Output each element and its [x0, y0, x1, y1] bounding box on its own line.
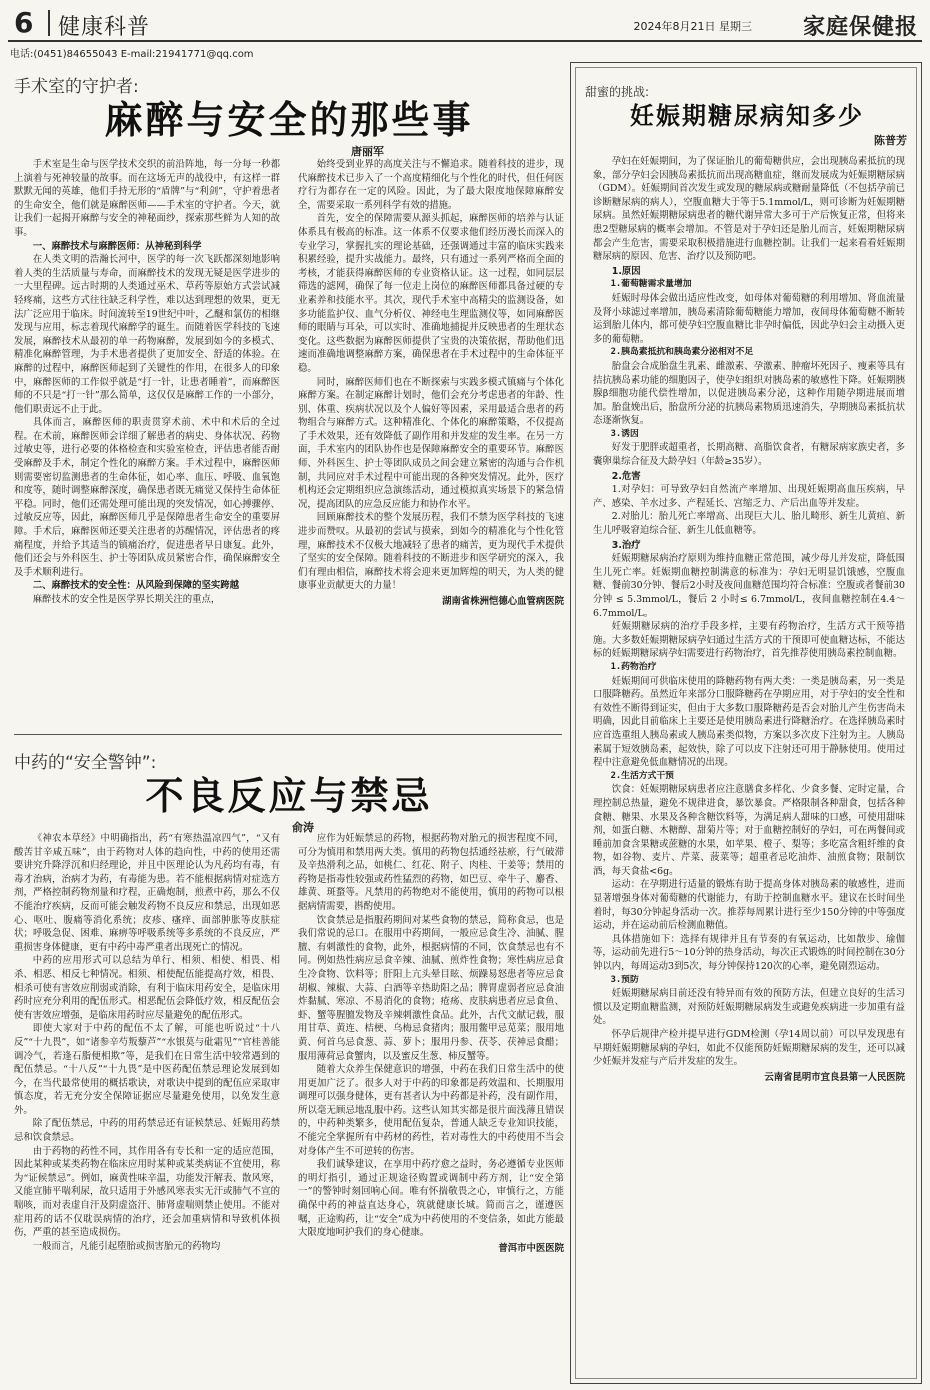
- paragraph: 运动：在孕期进行适量的锻炼有助于提高身体对胰岛素的敏感性，进而显著增强身体对葡萄糖的代谢能力，有助于控制血糖水平。建议在长时间坐着时，每30分钟起身活动一次。推荐每周累计进行至少150分钟的中等强度运动，并在运动前后检测血糖值。: [593, 879, 905, 932]
- article-headline: 妊娠期糖尿病知多少: [630, 101, 864, 130]
- article-byline: 陈普芳: [874, 134, 907, 147]
- newspaper-name: 家庭保健报: [802, 14, 918, 40]
- paragraph: 孕妇在妊娠期间，为了保证胎儿的葡萄糖供应，会出现胰岛素抵抗的现象，部分孕妇会因胰岛素抵抗而出现高糖血症，继而发展成为妊娠期糖尿病（GDM）。妊娠期间首次发生或发现的糖尿病或糖耐量降低（不包括孕前已诊断糖尿病的病人），空腹血糖大于等于5.1mmol/L，则可诊断为妊娠期糖尿病。虽然妊娠期糖尿病患者的糖代谢异常大多可于产后恢复正常，但将来患2型糖尿病的概率会增加。不管是对于孕妇还是胎儿而言，妊娠期糖尿病都会产生危害，需要采取积极措施进行血糖控制。让我们一起来看看妊娠期糖尿病的原因、危害、治疗以及预防吧。: [593, 156, 905, 263]
- section-title: 健康科普: [58, 15, 151, 40]
- paragraph: 中药的应用形式可以总结为单行、相须、相使、相畏、相杀、相恶、相反七种情况。相须、相使配伍能提高疗效，相畏、相杀可使有害效应削弱或消除，有利于临床用药安全，是临床用药时应充分利用的配伍形式。相恶配伍会降低疗效，相反配伍会使有害效应增强，是临床用药时应尽量避免的配伍形式。: [14, 955, 280, 1021]
- paragraph: 麻醉技术的安全性是医学界长期关注的重点，: [32, 594, 221, 605]
- subheading: 1.药物治疗: [610, 661, 657, 672]
- paragraph: 饮食：妊娠期糖尿病患者应注意膳食多样化、少食多餐、定时定量，合理控制总热量，避免不规律进食，暴饮暴食。严格限制各种甜食，包括各种食糖、糖果、水果及各种含糖饮料等，为满足病人甜味的口感，可使用甜味剂，如蛋白糖、木糖醇、甜菊片等；对于血糖控制好的孕妇，可在两餐间或睡前加食含果糖或蔗糖的水果，如苹果、橙子、梨等；多吃富含粗纤维的食物，如谷物、麦片、芹菜、菠菜等；超重者忌吃油炸、油煎食物；限制饮酒，每天食盐<6g。: [593, 784, 905, 877]
- subheading: 3.诱因: [610, 428, 639, 439]
- article2-column-1: [14, 832, 280, 1382]
- contact-line: 电话:(0451)84655043 E-mail:21941771@qq.com: [10, 49, 254, 60]
- subheading: 1.葡萄糖需求量增加: [610, 279, 692, 290]
- paragraph: 2.对胎儿：胎儿死亡率增高、出现巨大儿、胎儿畸形、新生儿黄疸、新生儿呼吸窘迫综合征、新生儿低血糖等。: [593, 511, 905, 537]
- source-hospital: 普洱市中医医院: [498, 1242, 564, 1254]
- article2-body: [14, 832, 564, 1382]
- subheading: 一、麻醉技术与麻醉医师：从神秘到科学: [32, 240, 202, 252]
- paragraph: 首先，安全的保障需要从源头抓起，麻醉医师的培养与认证体系具有极高的标准。这一体系不仅要求他们经历漫长而深入的专业学习，掌握扎实的理论基础，还强调通过丰富的临床实践来积累经验，提升实战能力。最终，只有通过一系列严格而全面的考核，才能获得麻醉医师的专业资格认证。这一过程，如同层层筛选的滤网，确保了每一位走上岗位的麻醉医师都具备过硬的专业素养和技能水平。其次，现代手术室中高精尖的监测设备，如多功能监护仪、血气分析仪、神经电生理监测仪等，如同麻醉医师的眼睛与耳朵，可以实时、准确地捕捉并反映患者的生理状态变化。这些数据为麻醉医师提供了宝贵的决策依据，帮助他们迅速而准确地调整麻醉方案，确保患者在手术过程中的生命体征平稳。: [298, 213, 564, 374]
- paragraph: 回顾麻醉技术的整个发展历程，我们不禁为医学科技的飞速进步而赞叹。从最初的尝试与摸索，到如今的精准化与个性化管理，麻醉技术不仅极大地减轻了患者的痛苦，更为现代手术提供了坚实的安全保障。随着科技的不断进步和医学研究的深入，我们有理由相信，麻醉技术将会迎来更加辉煌的明天，为人类的健康事业贡献更大的力量！: [298, 512, 564, 592]
- paragraph: 饮食禁忌是指服药期间对某些食物的禁忌，简称食忌，也是我们常说的忌口。在服用中药期间，一般应忌食生冷、油腻、腥膻、有刺激性的食物，此外，根据病情的不同，饮食禁忌也有不同。例如热性病应忌食辛辣、油腻、煎炸性食物；寒性病应忌食生冷食物、饮料等；肝阳上亢头晕目眩、烦躁易怒患者等应忌食胡椒、辣椒、大蒜、白酒等辛热助阳之品；脾胃虚弱者应忌食油炸黏腻、寒凉、不易消化的食物；疮疡、皮肤病患者应忌食鱼、虾、蟹等腥膻发物及辛辣刺激性食品。此外，古代文献记载，服用甘草、黄连、桔梗、乌梅忌食猪肉；服用鳖甲忌苋菜；服用地黄、何首乌忌食葱、蒜、萝卜；服用丹参、茯苓、茯神忌食醋；服用薄荷忌食蟹肉，以及蜜反生葱、柿反蟹等。: [298, 914, 564, 1062]
- subheading: 2.危害: [611, 470, 641, 482]
- article-gestational-diabetes-box: [570, 62, 922, 1384]
- source-hospital: 湖南省株洲恺德心血管病医院: [442, 596, 564, 607]
- paragraph: 同时，麻醉医师们也在不断探索与实践多模式镇痛与个体化麻醉方案。在制定麻醉计划时，他们会充分考虑患者的年龄、性别、体重、疾病状况以及个人偏好等因素，采用最适合患者的药物组合与麻醉方式。这种精准化、个体化的麻醉策略，不仅提高了手术效果，还有效降低了副作用和并发症的发生率。在另一方面，手术室内的团队协作也是保障麻醉安全的重要环节。麻醉医师、外科医生、护士等团队成员之间会建立紧密的沟通与合作机制，共同应对手术过程中可能出现的各种突发情况。此外，医疗机构还会定期组织应急演练活动，通过模拟真实场景下的紧急情况，提高团队的应急反应能力和协作水平。: [298, 376, 564, 510]
- issue-date: 2024年8月21日 星期三: [633, 20, 752, 33]
- subheading: 2.胰岛素抵抗和胰岛素分泌相对不足: [610, 347, 754, 358]
- paragraph: 手术室是生命与医学技术交织的前沿阵地，每一分每一秒都上演着与死神较量的故事。而在这场无声的战役中，有这样一群默默无闻的英雄，他们手持无形的“盾牌”与“利剑”，守护着患者的生命安全，他们就是麻醉医师——手术室的守护者。今天，就让我们一起揭开麻醉与安全的神秘面纱，探索那些鲜为人知的故事。: [14, 159, 280, 238]
- paragraph: 妊娠期间可供临床使用的降糖药物有两大类：一类是胰岛素，另一类是口服降糖药。虽然近年来部分口服降糖药在孕期应用，对于孕妇的安全性和有效性不断得到证实，但由于大多数口服降糖药是否会对胎儿产生伤害尚未明确，因此目前临床上主要还是使用胰岛素进行降糖治疗。在选择胰岛素时应首选重组人胰岛素或人胰岛素类似物，方案以多次皮下注射为主。人胰岛素属于短效胰岛素，起效快，除了可以皮下注射还可用于静脉使用。使用过程中注意避免低血糖情况的出现。: [593, 675, 905, 769]
- masthead: [8, 4, 922, 42]
- paragraph: 妊娠时母体会做出适应性改变，如母体对葡萄糖的利用增加、肾血流量及肾小球滤过率增加，胰岛素清除葡萄糖能力增加，夜间母体葡萄糖不断转运到胎儿体内，都可使孕妇空腹血糖比非孕时偏低，因此孕妇会主动摄入更多的葡萄糖。: [593, 292, 905, 345]
- paragraph: 始终受到业界的高度关注与不懈追求。随着科技的进步，现代麻醉技术已步入了一个高度精细化与个性化的时代，但任何医疗行为都存在一定的风险。因此，为了最大限度地保障麻醉安全，需要采取一系列科学有效的措施。: [298, 159, 564, 211]
- subheading: 3.治疗: [611, 539, 641, 551]
- paragraph: 胎盘会合成胎盘生乳素、雌激素、孕激素、肿瘤坏死因子、瘦素等具有拮抗胰岛素功能的细胞因子，使孕妇组织对胰岛素的敏感性下降。妊娠期胰腺β细胞功能代偿性增加，以促进胰岛素分泌，这种作用随孕期进展而增加。胎盘娩出后，胎盘所分泌的抗胰岛素物质迅速消失，孕期胰岛素抵抗状态逐渐恢复。: [593, 360, 905, 427]
- paragraph: 怀孕后规律产检并提早进行GDM检测（孕14周以前）可以早发现患有早期妊娠期糖尿病的孕妇，如此不仅能预防妊娠期糖尿病的发生，还可以减少妊娠并发症与产后并发症的发生。: [593, 1029, 905, 1068]
- subheading: 2.生活方式干预: [610, 770, 674, 781]
- paragraph: 随着大众养生保健意识的增强，中药在我们日常生活中的使用更加广泛了。很多人对于中药的印象都是药效温和、长期服用调理可以强身健体，更有甚者认为中药都是补药，没有副作用，所以毫无顾忌地乱服中药。这些认知其实都是很片面浅薄且错误的，中药种类繁多，使用配伍复杂，普通人缺乏专业知识技能，不能完全掌握所有中药材的药性，若对毒性大的中药使用不当会对身体产生不可逆转的伤害。: [298, 1064, 564, 1157]
- article-byline: 唐丽军: [351, 145, 384, 158]
- subheading: 二、麻醉技术的安全性：从风险到保障的坚实跨越: [32, 580, 240, 592]
- paragraph: 妊娠期糖尿病的治疗手段多样，主要有药物治疗，生活方式干预等措施。大多数妊娠期糖尿病孕妇通过生活方式的干预即可使血糖达标，不能达标的妊娠期糖尿病孕妇需要进行药物治疗，首先推荐使用胰岛素控制血糖。: [593, 621, 905, 660]
- paragraph: 具体措施如下：选择有规律并且有节奏的有氧运动，比如散步、瑜伽等，运动前先进行5～10分钟的热身活动，每次正式锻炼的时间控制在30分钟以内，每周运动3到5次，每分钟保持120次的心率，避免剧烈运动。: [593, 933, 905, 973]
- subheading: 1.原因: [611, 265, 641, 277]
- divider: [14, 734, 562, 735]
- paragraph: 1.对孕妇：可导致孕妇自然流产率增加、出现妊娠期高血压疾病，早产、感染、羊水过多、产程延长、宫缩乏力、产后出血等并发症。: [593, 484, 905, 509]
- masthead-divider: [48, 10, 50, 36]
- article-anesthesia: [14, 72, 564, 159]
- article-headline: 不良反应与禁忌: [145, 773, 433, 818]
- article1-body: [14, 158, 564, 728]
- article-kicker: 手术室的守护者:: [14, 77, 139, 97]
- article1-column-2: [298, 158, 564, 728]
- paragraph: 应作为妊娠禁忌的药物，根据药物对胎元的损害程度不同，可分为慎用和禁用两大类。慎用的药物包括通经祛瘀，行气破滞及辛热滑利之品，如桃仁、红花、附子、肉桂、干姜等；禁用的药物是指毒性较强或药性猛烈的药物，如巴豆、牵牛子、麝香、雄黄、斑蝥等。凡禁用的药物绝对不能使用，慎用的药物可以根据病情需要，斟酌使用。: [298, 833, 564, 912]
- paragraph: 我们诚挚建议，在享用中药疗愈之益时，务必遵循专业医师的明灯指引，通过正规途径购置或调制中药方剂，让“安全第一”的警钟时刻回响心间。唯有怀揣敬畏之心，审慎行之，方能确保中药的神益直达身心，筑就健康长城。简而言之，谨遵医嘱，正途购药，让“安全”成为中药使用的不变信条，如此方能最大限度地呵护我们的身心健康。: [298, 1159, 564, 1239]
- article-byline: 俞涛: [292, 821, 314, 834]
- subheading: 3.预防: [610, 974, 639, 985]
- paragraph: 由于药物的药性不同，其作用各有专长和一定的适应范围，因此某种或某类药物在临床应用时某种或某类病证不宜使用，称为“证候禁忌”。例如，麻黄性味辛温，功能发汗解表、散风寒，又能宣肺平喘利尿，故只适用于外感风寒表实无汗或肺气不宣的喘咳，而对表虚自汗及阴虚盗汗、肺肾虚喘则禁止使用。不能对症用药的话不仅耽误病情的治疗，还会加重病情和导致机体损伤，严重的甚至造成损伤。: [14, 1145, 280, 1239]
- paragraph: 除了配伍禁忌，中药的用药禁忌还有证候禁忌、妊娠用药禁忌和饮食禁忌。: [14, 1118, 280, 1144]
- paragraph: 一般而言，凡能引起堕胎或损害胎元的药物均: [32, 1240, 221, 1252]
- paragraph: 即使大家对于中药的配伍不太了解，可能也听说过“十八反”“十九畏”，如“诸参辛芍叛藜芦”“水银莫与砒霜见”“官桂善能调冷气，若逢石脂便相欺”等，是我们在日常生活中较常遇到的配伍禁忌。“十八反”“十九畏”是中医药配伍禁忌理论发展到如今，在当代最常使用的概括歌诀，对歌诀中提到的配伍应采取审慎态度，若无充分安全保障证据应尽量避免使用，以免发生意外。: [14, 1023, 280, 1116]
- article-kicker: 甜蜜的挑战:: [585, 85, 650, 99]
- paragraph: 《神农本草经》中明确指出，药“有寒热温凉四气”，“又有酸苦甘辛咸五味”，由于药物对人体的趋向性，中药的使用还需要讲究升降浮沉和归经理论，并且中医理论认为凡药均有毒，有毒才治病，治病才为药，有毒能为患。若不能根据病情对症选方剂，严格控制药物剂量和疗程，正确炮制，煎煮中药，那么不仅不能治疗疾病，反而可能会触发药物不良反应和禁忌，出现如恶心、呕吐、腹痛等消化系统；皮疹、瘙痒、面部肿胀等皮肤症状；呼吸急促、困难、麻痹等呼吸系统等多系统的不良反应，严重损害身体健康，更有中药中毒严重者出现死亡的情况。: [14, 833, 280, 953]
- paragraph: 好发于肥胖或超重者，长期高糖、高脂饮食者，有糖尿病家族史者，多囊卵巢综合征及大龄孕妇（年龄≥35岁）。: [593, 442, 905, 468]
- article-herbal-medicine: [14, 748, 564, 835]
- article1-column-1: [14, 158, 280, 728]
- article3-body: [593, 155, 905, 1377]
- paragraph: 妊娠期糖尿病目前还没有特异而有效的预防方法，但建立良好的生活习惯以及定期血糖监测，对预防妊娠期糖尿病发生或避免疾病进一步加重有益处。: [593, 988, 905, 1027]
- paragraph: 在人类文明的浩瀚长河中，医学的每一次飞跃都深刻地影响着人类的生活质量与寿命，而麻醉技术的发现无疑是医学进步的一大里程碑。远古时期的人类通过巫术、草药等原始方式尝试减轻疼痛，这些方式往往缺乏科学性，难以达到理想的效果，更无法广泛应用于临床。时间流转至19世纪中叶，乙醚和氯仿的相继发现与应用，标志着现代麻醉学的诞生。而随着医学科技的飞速发展，麻醉技术从最初的单一药物麻醉，发展到如今的多模式、精准化麻醉管理，为手术患者提供了更加安全、舒适的体验。在麻醉的过程中，麻醉医师起到了关键性的作用，在很多人的印象中，麻醉医师的工作似乎就是“打一针，让患者睡着”，而麻醉医师的不只是“打一针”那么简单，这仅仅是麻醉工作的一小部分，他们职责远不止于此。: [14, 254, 280, 415]
- article-headline: 麻醉与安全的那些事: [104, 97, 474, 142]
- page-number: 6: [14, 6, 34, 39]
- article2-column-2: [298, 832, 564, 1382]
- article-kicker: 中药的“安全警钟”:: [14, 753, 157, 773]
- source-hospital: 云南省昆明市宜良县第一人民医院: [764, 1071, 905, 1083]
- paragraph: 具体而言，麻醉医师的职责贯穿术前、术中和术后的全过程。在术前，麻醉医师会详细了解患者的病史、身体状况、药物过敏史等，进行必要的体格检查和实验室检查，评估患者能否耐受麻醉及手术，制定个性化的麻醉方案。手术过程中，麻醉医师则需要密切监测患者的生命体征，如心率、血压、呼吸、血氧饱和度等，随时调整麻醉深度，确保患者既无痛觉又保持生命体征平稳。同时，他们还需处理可能出现的突发情况，如心搏骤停、过敏反应等，因此，麻醉医师几乎是保障患者生命安全的重要屏障。手术后，麻醉医师还要关注患者的苏醒情况，评估患者的疼痛程度，并给予其适当的镇痛治疗，促进患者早日康复。此外，他们还会与外科医生、护士等团队成员紧密合作，确保麻醉安全及手术顺利进行。: [14, 417, 280, 578]
- paragraph: 妊娠期糖尿病治疗原则为维持血糖正常范围，减少母儿并发症，降低围生儿死亡率。妊娠期血糖控制满意的标准为：孕妇无明显饥饿感，空腹血糖、餐前30分钟、餐后2小时及夜间血糖范围均符合标准：空腹或者餐前30分钟 ≤ 5.3mmol/L，餐后 2 小时≤ 6.7mmol/L，夜间血糖控制在4.4～6.7mmol/L。: [593, 553, 905, 619]
